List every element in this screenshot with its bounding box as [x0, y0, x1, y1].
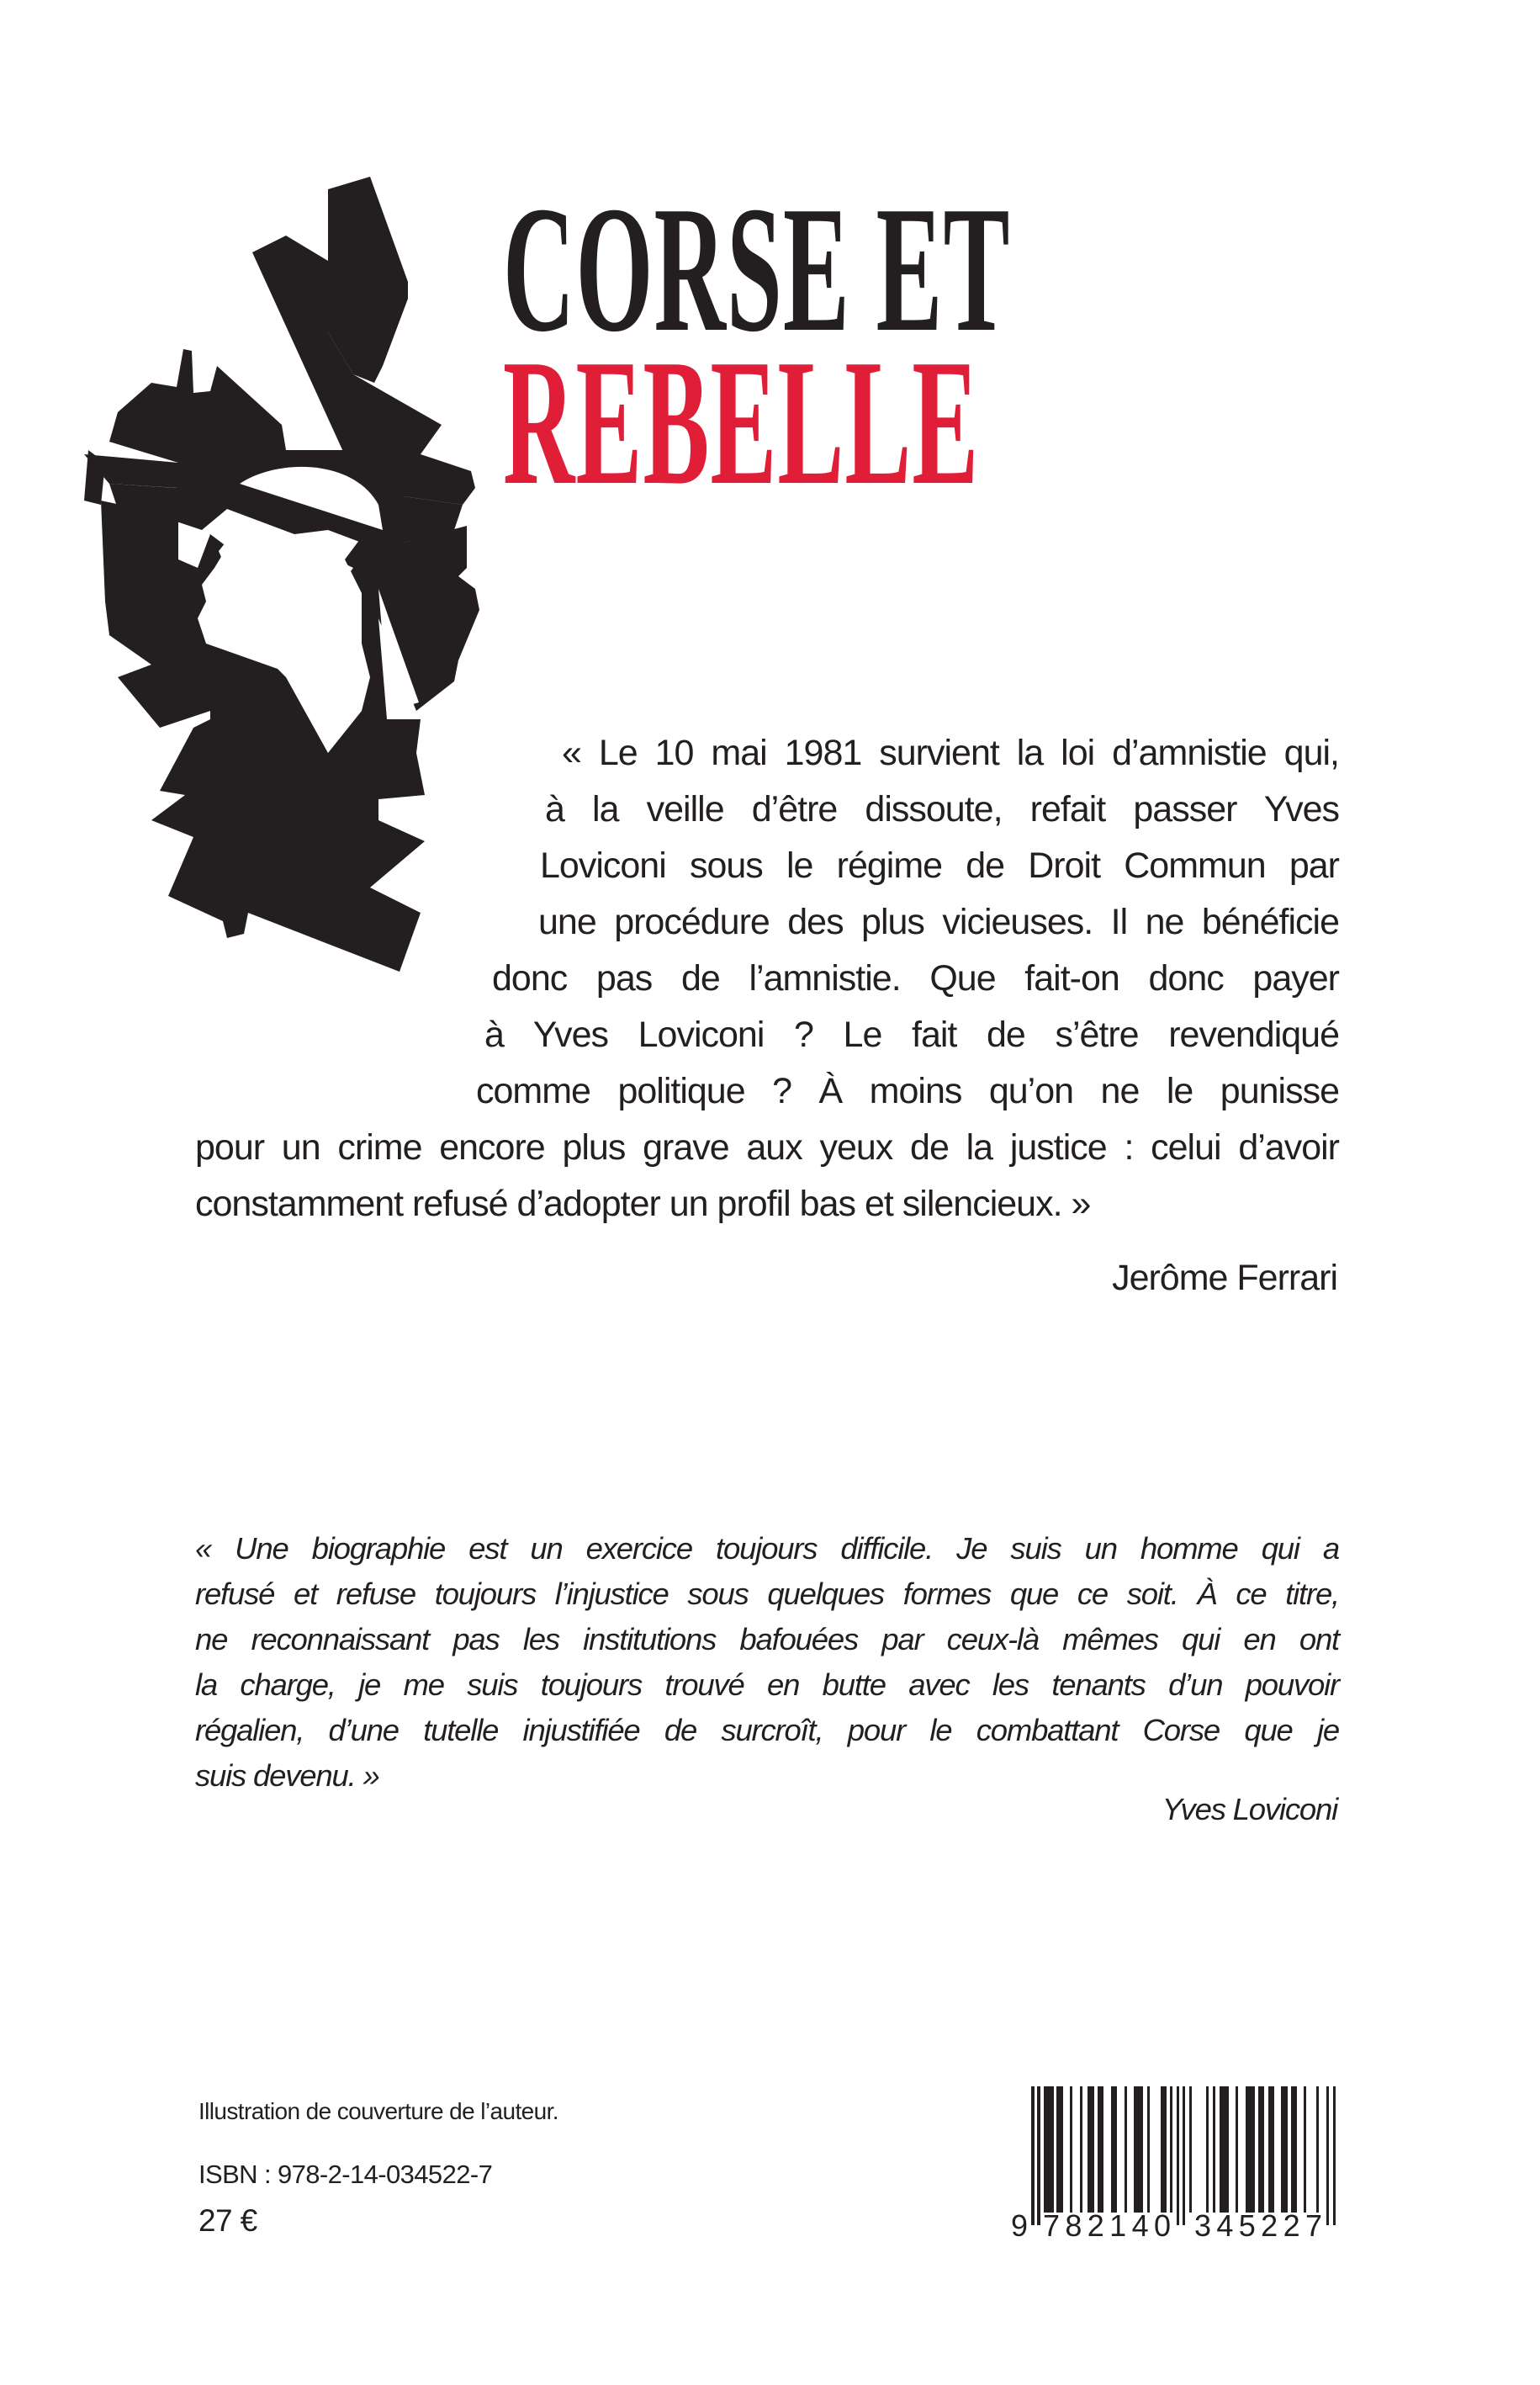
author-quote — [195, 1526, 1339, 1799]
author-quote-attribution: Yves Loviconi — [1162, 1792, 1337, 1826]
author-quote-line: ne reconnaissant pas les institutions bafouées par ceux-là mêmes qui en ont — [195, 1622, 1339, 1656]
barcode-first-digit: 9 — [1011, 2208, 1029, 2238]
barcode-left-digits: 782140 — [1043, 2208, 1171, 2238]
title-line-corse-et: CORSE ET — [503, 168, 1011, 369]
author-quote-line: « Une biographie est un exercice toujours difficile. Je suis un homme qui a — [195, 1531, 1339, 1566]
author-quote-line: suis devenu. » — [195, 1758, 379, 1793]
ean13-barcode-icon — [1009, 2086, 1342, 2238]
main-quote-line: à Yves Loviconi ? Le fait de s’être revendiqué — [484, 1015, 1339, 1055]
main-quote-line: une procédure des plus vicieuses. Il ne bénéficie — [538, 902, 1339, 942]
author-quote-line: la charge, je me suis toujours trouvé en butte avec les tenants d’un pouvoir — [195, 1667, 1339, 1702]
main-quote-line: pour un crime encore plus grave aux yeux de la justice : celui d’avoir — [195, 1127, 1339, 1168]
isbn-label: ISBN : 978-2-14-034522-7 — [198, 2160, 493, 2189]
author-quote-line: régalien, d’une tutelle injustifiée de surcroît, pour le combattant Corse que je — [195, 1713, 1339, 1747]
price-label: 27 € — [198, 2203, 257, 2238]
main-quote-line: constamment refusé d’adopter un profil bas et silencieux. » — [195, 1184, 1091, 1224]
main-quote-line: donc pas de l’amnistie. Que fait-on donc payer — [492, 958, 1339, 999]
title-line-rebelle: REBELLE — [503, 321, 980, 522]
main-quote-line: « Le 10 mai 1981 survient la loi d’amnistie qui, — [562, 733, 1339, 773]
main-quote-line: à la veille d’être dissoute, refait passer Yves — [545, 789, 1339, 829]
main-quote-line: Loviconi sous le régime de Droit Commun par — [540, 845, 1339, 886]
book-title — [503, 168, 1041, 522]
illustration-credit: Illustration de couverture de l’auteur. — [198, 2098, 558, 2124]
main-quote — [195, 725, 1339, 1232]
main-quote-line: comme politique ? À moins qu’on ne le punisse — [476, 1071, 1339, 1111]
author-quote-line: refusé et refuse toujours l’injustice sous quelques formes que ce soit. À ce titre, — [195, 1577, 1339, 1611]
barcode-right-digits: 345227 — [1194, 2208, 1322, 2238]
barcode — [1009, 2086, 1342, 2238]
main-quote-attribution: Jerôme Ferrari — [1112, 1258, 1337, 1298]
